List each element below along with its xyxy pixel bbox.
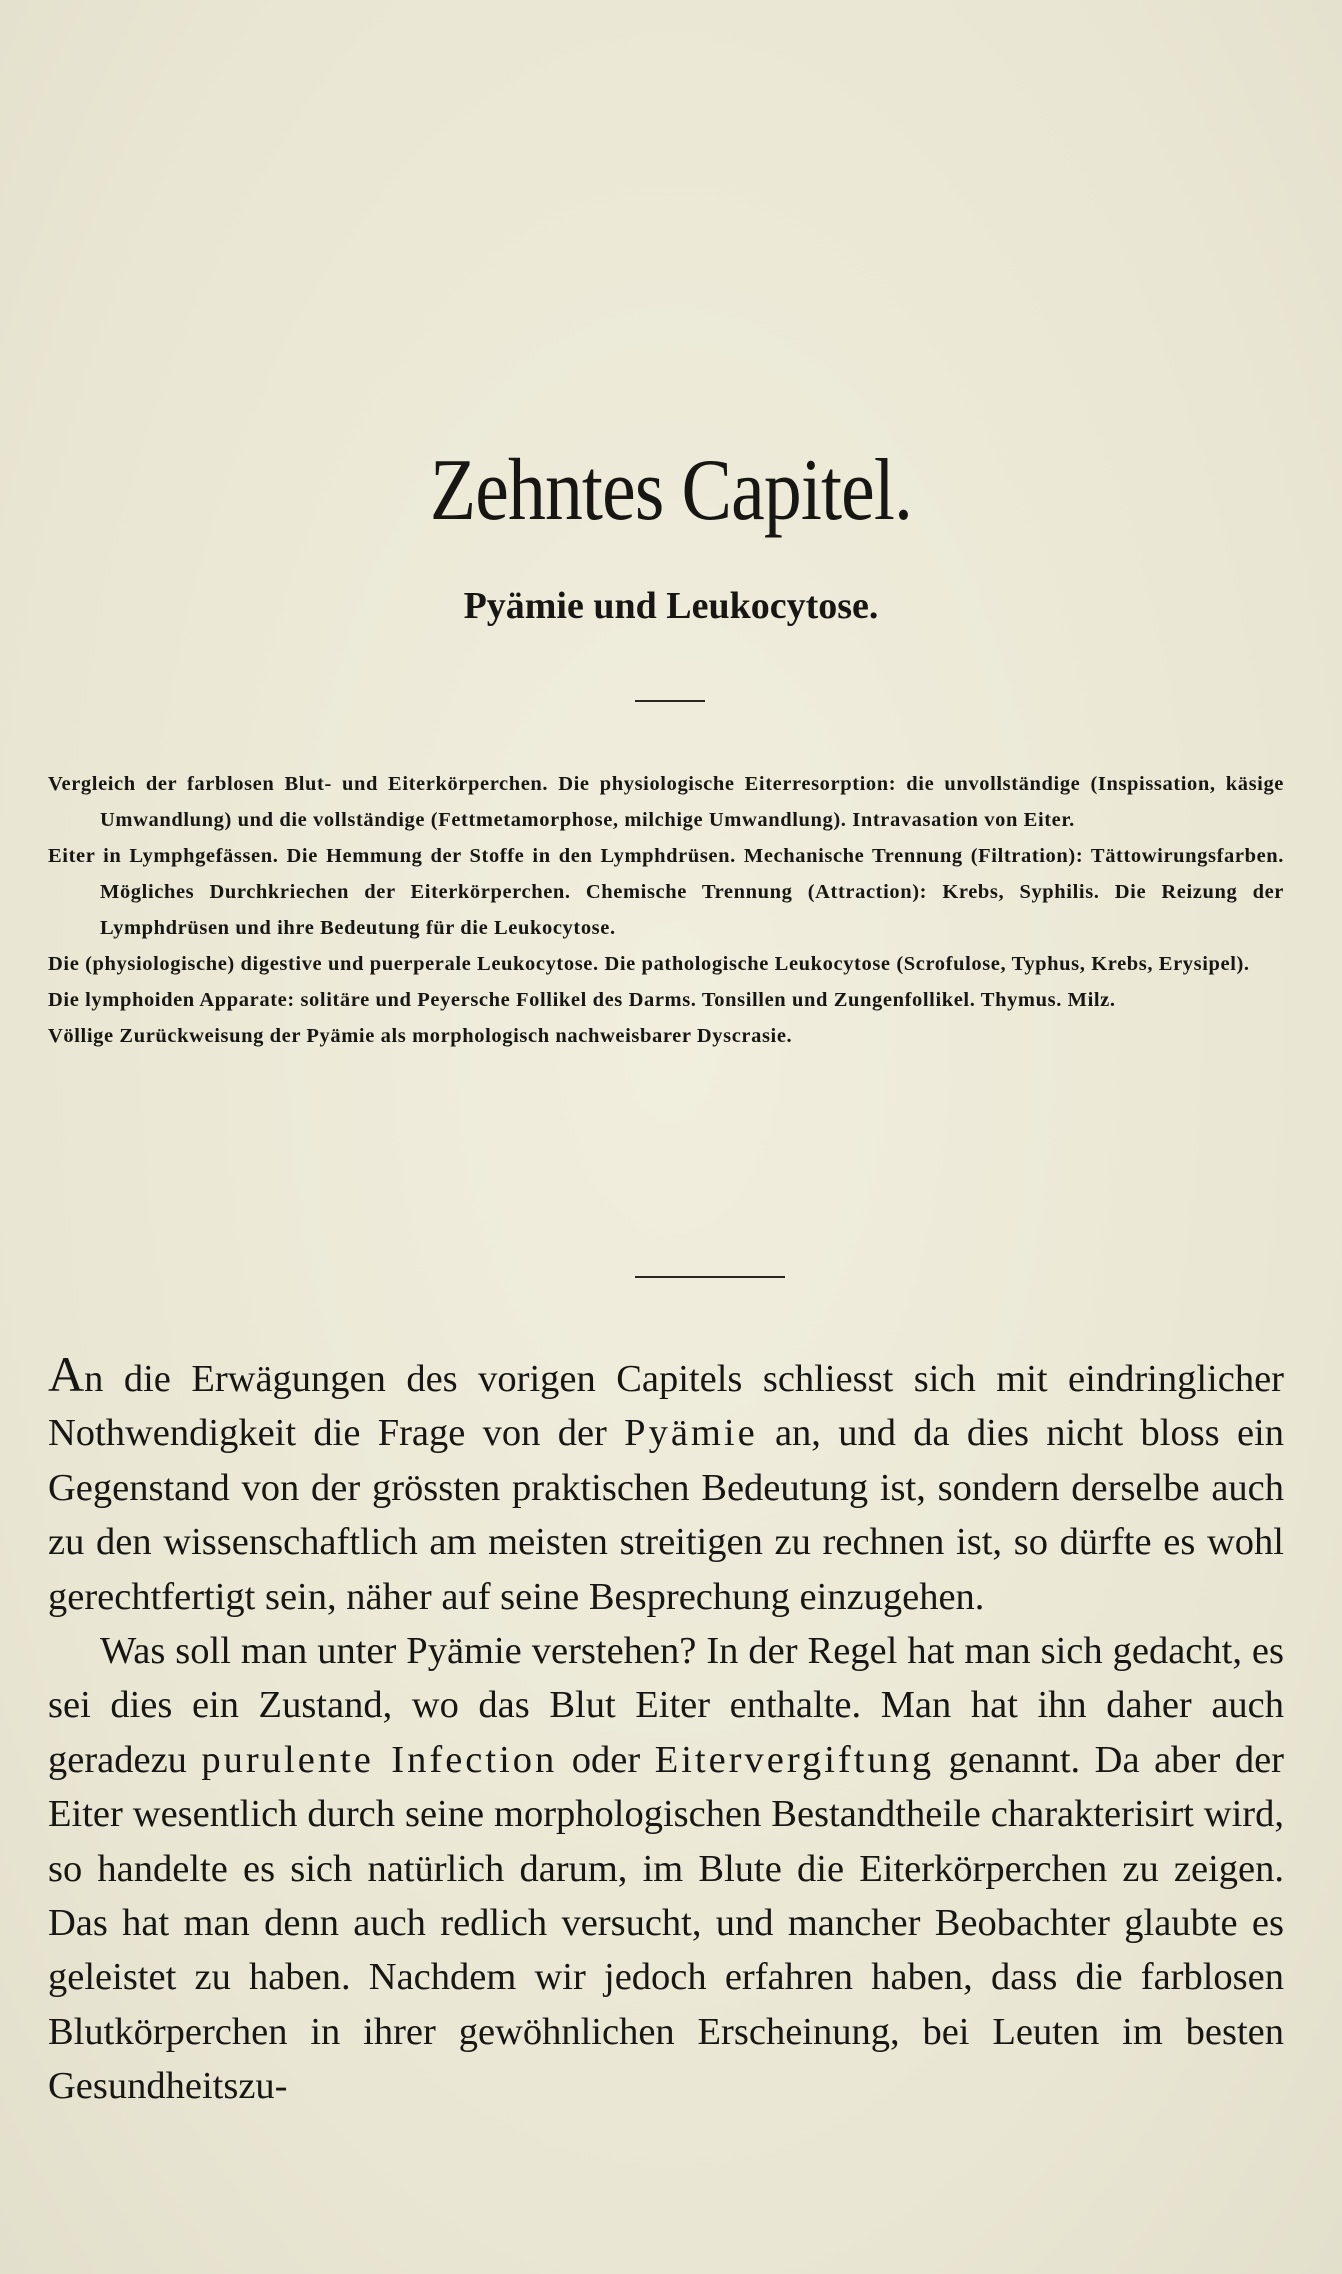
body-paragraph-2 — [48, 1624, 1284, 2114]
summary-paragraph: Die lymphoiden Apparate: solitäre und Peyersche Follikel des Darms. Tonsillen und Zungenfollikel. Thymus. Milz. — [48, 989, 1116, 1011]
chapter-title: Zehntes Capitel. — [429, 442, 913, 539]
spaced-term: Pyämie — [624, 1412, 758, 1455]
title-rule — [635, 700, 705, 702]
text-run: an, und da dies nicht bloss ein Gegenstand von der grössten praktischen Bedeutung ist, sondern derselbe auch zu den wissenschaftlich am meisten streitigen zu rechnen ist, so dürfte es wohl gerechtfertigt sein, näher auf seine Besprechung einzugehen. — [48, 1412, 1284, 1618]
chapter-subtitle: Pyämie und Leukocytose. — [463, 585, 879, 627]
summary-paragraph: Völlige Zurückweisung der Pyämie als morphologisch nachweisbarer Dyscrasie. — [48, 1025, 793, 1047]
summary-paragraph: Eiter in Lymphgefässen. Die Hemmung der Stoffe in den Lymphdrüsen. Mechanische Trennung (Filtration): Tättowirungsfarben. Mögliches Durchkriechen der Eiterkörperchen. Chemische Trennung (Attraction): Krebs, Syphilis. Die Reizung der Lymphdrüsen und ihre Bedeutung für die Leukocytose. — [48, 845, 1284, 939]
body-paragraph-1 — [48, 1346, 1284, 1624]
text-run: n die Erwägungen des vorigen Capitels schliesst sich mit eindringlicher Nothwendigkeit die Frage von der — [48, 1358, 1284, 1455]
body-text — [48, 1346, 1284, 2114]
summary-paragraph: Die (physiologische) digestive und puerperale Leukocytose. Die pathologische Leukocytose (Scrofulose, Typhus, Krebs, Erysipel). — [48, 953, 1250, 975]
text-run: Was soll man unter Pyämie verstehen? In der Regel hat man sich gedacht, es sei dies ein Zustand, wo das Blut Eiter enthalte. Man hat ihn daher auch geradezu — [48, 1630, 1284, 1781]
summary-paragraph: Vergleich der farblosen Blut- und Eiterkörperchen. Die physiologische Eiterresorption: die unvollständige (Inspissation, käsige Umwandlung) und die vollständige (Fettmetamorphose, milchige Umwandlung). Intravasation von Eiter. — [48, 773, 1284, 831]
text-run: oder — [557, 1738, 655, 1781]
section-divider — [635, 1276, 785, 1278]
spaced-term: Eitervergiftung — [654, 1738, 935, 1781]
text-run: genannt. Da aber der Eiter wesentlich durch seine morphologischen Bestandtheile charakterisirt wird, so handelte es sich natürlich darum, im Blute die Eiterkörperchen zu zeigen. Das hat man denn auch redlich versucht, und mancher Beobachter glaubte es geleistet zu haben. Nachdem wir jedoch erfahren haben, dass die farblosen Blutkörperchen in ihrer gewöhnlichen Erscheinung, bei Leuten im besten Gesundheitszu- — [48, 1738, 1284, 2108]
chapter-summary — [48, 766, 1284, 1054]
drop-cap: A — [48, 1346, 85, 1402]
spaced-term: purulente Infection — [201, 1738, 558, 1781]
